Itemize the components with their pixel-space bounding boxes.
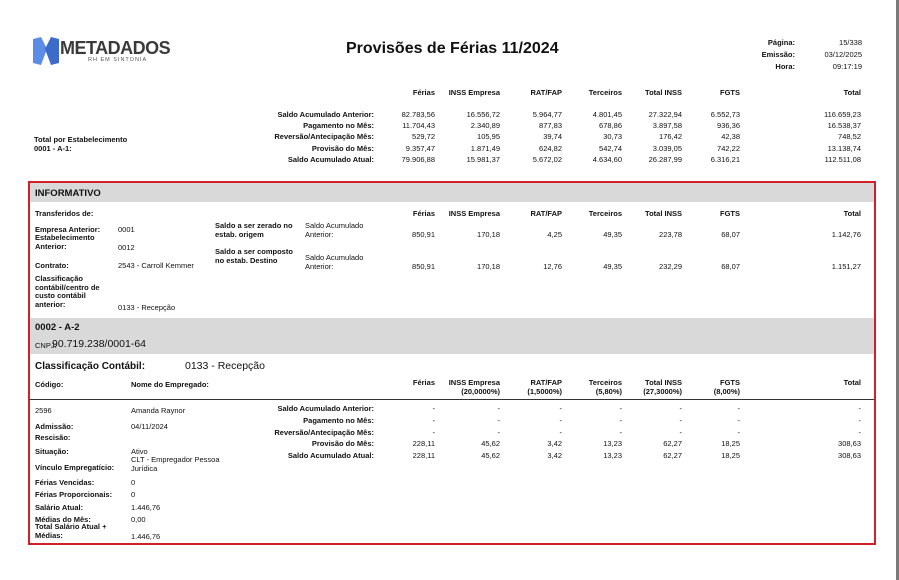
employee-cell: - <box>737 427 740 437</box>
employee-col-6: Total <box>843 378 861 387</box>
summary-cell: 39,74 <box>543 132 562 142</box>
rescisao-label: Rescisão: <box>35 433 71 442</box>
contrato-label: Contrato: <box>35 261 69 270</box>
situacao-label: Situação: <box>35 447 69 456</box>
saldo-zerado-label: Saldo a ser zerado no estab. origem <box>215 221 293 239</box>
ferias-vencidas-value: 0 <box>131 478 136 487</box>
summary-cell: 176,42 <box>659 132 682 142</box>
saldo-composto-label: Saldo a ser composto no estab. Destino <box>215 247 293 265</box>
codigo-label: Código: <box>35 380 64 389</box>
summary-cell: 79.906,88 <box>401 154 435 164</box>
summary-col-3: Terceiros <box>588 88 622 97</box>
informativo-col-3: Terceiros <box>588 209 622 218</box>
employee-cell: - <box>858 415 861 425</box>
employee-col-0: Férias <box>412 378 435 387</box>
informativo-band <box>30 183 874 202</box>
total-salario-label: Total Salário Atual + Médias: <box>35 522 107 540</box>
summary-estab: 0001 - A-1: <box>34 144 72 153</box>
summary-row-label: Saldo Acumulado Anterior: <box>277 110 374 119</box>
summary-row-label: Saldo Acumulado Atual: <box>287 154 374 164</box>
salario-atual-label: Salário Atual: <box>35 503 84 512</box>
employee-cell: 228,11 <box>412 451 435 461</box>
employee-cell: 62,27 <box>663 439 682 449</box>
employee-col-5: FGTS <box>720 378 740 387</box>
summary-col-6: Total <box>843 88 861 97</box>
informativo-cell: 850,91 <box>412 230 435 239</box>
summary-cell: 6.552,73 <box>710 110 740 119</box>
employee-cell: 13,23 <box>603 451 622 461</box>
informativo-col-2: RAT/FAP <box>530 209 562 218</box>
informativo-col-1: INSS Empresa <box>448 209 500 218</box>
informativo-row-label: Saldo Acumulado Anterior: <box>305 221 364 239</box>
situacao-value: Ativo <box>131 447 148 456</box>
admissao-label: Admissão: <box>35 422 74 431</box>
summary-cell: 6.316,21 <box>710 154 740 164</box>
summary-cell: 5.672,02 <box>532 154 562 164</box>
summary-row-label: Reversão/Antecipação Mês: <box>274 132 374 142</box>
summary-cell: 105,95 <box>477 132 500 142</box>
summary-cell: 9.357,47 <box>405 143 435 153</box>
summary-cell: 877,83 <box>539 121 562 131</box>
employee-cell: - <box>619 415 622 425</box>
summary-cell: 2.340,89 <box>470 121 500 131</box>
vinculo-value: CLT - Empregador Pessoa Jurídica <box>131 455 220 473</box>
classificacao-anterior-value: 0133 - Recepção <box>118 303 176 312</box>
employee-cell: - <box>559 404 562 413</box>
ferias-proporcionais-value: 0 <box>131 490 136 499</box>
summary-cell: 624,82 <box>539 143 562 153</box>
informativo-cell: 223,78 <box>659 230 682 239</box>
employee-cell: 308,63 <box>838 451 861 461</box>
estab-anterior-value: 0012 <box>118 243 135 252</box>
ferias-proporcionais-label: Férias Proporcionais: <box>35 490 113 499</box>
summary-cell: 742,22 <box>717 143 740 153</box>
employee-col-sub-1: (20,0000%) <box>461 387 500 396</box>
informativo-col-5: FGTS <box>720 209 740 218</box>
summary-col-1: INSS Empresa <box>448 88 500 97</box>
employee-cell: 3,42 <box>547 439 562 449</box>
summary-cell: 42,38 <box>721 132 740 142</box>
employee-cell: - <box>432 404 435 413</box>
informativo-cell: 850,91 <box>412 262 435 271</box>
informativo-cell: 1.151,27 <box>831 262 861 271</box>
classificacao-label: Classificação Contábil: <box>35 361 146 372</box>
employee-col-1: INSS Empresa <box>448 378 500 387</box>
meta-value-hora: 09:17:19 <box>832 62 862 71</box>
summary-cell: 1.871,49 <box>470 143 500 153</box>
summary-col-2: RAT/FAP <box>530 88 562 97</box>
summary-cell: 16.538,37 <box>827 121 861 131</box>
employee-cell: 228,11 <box>412 439 435 449</box>
employee-cell: 18,25 <box>721 451 740 461</box>
employee-code: 2596 <box>35 406 52 415</box>
summary-cell: 11.704,43 <box>402 121 435 131</box>
employee-col-sub-3: (5,80%) <box>595 387 622 396</box>
medias-label: Médias do Mês: <box>35 515 91 524</box>
employee-col-2: RAT/FAP <box>530 378 562 387</box>
informativo-cell: 1.142,76 <box>831 230 861 239</box>
cnpj-value: 90.719.238/0001-64 <box>52 338 147 350</box>
empresa-anterior-label: Empresa Anterior: <box>35 225 101 234</box>
meta-label-emissao: Emissão: <box>761 50 795 59</box>
employee-cell: 18,25 <box>721 439 740 449</box>
employee-cell: 3,42 <box>547 451 562 461</box>
informativo-col-6: Total <box>843 209 861 218</box>
informativo-col-4: Total INSS <box>645 209 682 218</box>
informativo-cell: 49,35 <box>603 230 622 239</box>
nome-label: Nome do Empregado: <box>131 380 209 389</box>
summary-col-0: Férias <box>412 88 435 97</box>
informativo-cell: 232,29 <box>659 262 682 271</box>
informativo-cell: 49,35 <box>603 262 622 271</box>
meta-value-page: 15/338 <box>839 38 862 47</box>
contrato-value: 2543 - Carroll Kemmer <box>118 261 194 270</box>
employee-cell: - <box>619 427 622 437</box>
meta-label-hora: Hora: <box>775 62 795 71</box>
salario-atual-value: 1.446,76 <box>131 503 161 512</box>
summary-cell: 529,72 <box>412 132 435 142</box>
empresa-anterior-value: 0001 <box>118 225 135 234</box>
employee-cell: - <box>497 404 500 413</box>
employee-header-divider <box>30 399 874 400</box>
employee-cell: 45,62 <box>481 451 500 461</box>
employee-col-sub-4: (27,3000%) <box>643 387 682 396</box>
classificacao-value: 0133 - Recepção <box>185 360 265 372</box>
employee-row-label: Provisão do Mês: <box>311 439 374 449</box>
employee-row-label: Saldo Acumulado Anterior: <box>277 404 374 413</box>
informativo-col-0: Férias <box>412 209 435 218</box>
summary-col-5: FGTS <box>720 88 740 97</box>
summary-cell: 15.981,37 <box>466 154 500 164</box>
employee-cell: - <box>858 404 861 413</box>
summary-cell: 27.322,94 <box>648 110 682 119</box>
summary-cell: 678,86 <box>599 121 622 131</box>
employee-cell: - <box>497 415 500 425</box>
employee-cell: - <box>619 404 622 413</box>
meta-value-emissao: 03/12/2025 <box>824 50 862 59</box>
summary-cell: 542,74 <box>599 143 622 153</box>
summary-cell: 116.659,23 <box>824 110 861 119</box>
employee-cell: 45,62 <box>481 439 500 449</box>
vinculo-label: Vínculo Empregatício: <box>35 463 115 472</box>
medias-value: 0,00 <box>131 515 146 524</box>
summary-col-4: Total INSS <box>645 88 682 97</box>
ferias-vencidas-label: Férias Vencidas: <box>35 478 95 487</box>
summary-cell: 30,73 <box>603 132 622 142</box>
employee-cell: - <box>679 415 682 425</box>
summary-cell: 4.634,60 <box>592 154 622 164</box>
employee-row-label: Pagamento no Mês: <box>303 415 374 425</box>
employee-cell: - <box>737 415 740 425</box>
employee-cell: - <box>679 404 682 413</box>
informativo-cell: 170,18 <box>477 262 500 271</box>
summary-cell: 936,36 <box>717 121 740 131</box>
classificacao-anterior-label: Classificação contábil/centro de custo contábil anterior: <box>35 274 100 309</box>
employee-cell: - <box>432 415 435 425</box>
summary-cell: 82.783,56 <box>401 110 435 119</box>
summary-row-label: Pagamento no Mês: <box>303 121 374 131</box>
employee-row-label: Reversão/Antecipação Mês: <box>274 427 374 437</box>
employee-col-3: Terceiros <box>588 378 622 387</box>
summary-cell: 26.287,99 <box>648 154 682 164</box>
employee-cell: - <box>559 427 562 437</box>
employee-cell: 13,23 <box>603 439 622 449</box>
employee-cell: - <box>858 427 861 437</box>
meta-label-page: Página: <box>767 38 795 47</box>
summary-cell: 748,52 <box>838 132 861 142</box>
employee-name: Amanda Raynor <box>131 406 186 415</box>
employee-cell: - <box>497 427 500 437</box>
informativo-row-label: Saldo Acumulado Anterior: <box>305 253 364 271</box>
summary-cell: 4.801,45 <box>592 110 622 119</box>
employee-col-sub-5: (8,00%) <box>713 387 740 396</box>
employee-col-sub-2: (1,5000%) <box>527 387 562 396</box>
admissao-value: 04/11/2024 <box>131 422 168 431</box>
brand-name: METADADOS <box>60 38 171 58</box>
transferidos-label: Transferidos de: <box>35 209 94 218</box>
estab-band <box>30 318 874 354</box>
summary-cell: 112.511,08 <box>824 154 861 164</box>
cnpj-label: CNPJ: <box>35 341 57 350</box>
employee-cell: - <box>432 427 435 437</box>
summary-label: Total por Estabelecimento <box>34 135 128 144</box>
total-salario-value: 1.446,76 <box>131 532 161 541</box>
employee-cell: - <box>559 415 562 425</box>
employee-cell: - <box>737 404 740 413</box>
summary-cell: 5.964,77 <box>532 110 562 119</box>
informativo-cell: 12,76 <box>543 262 562 271</box>
summary-cell: 16.556,72 <box>466 110 500 119</box>
employee-cell: - <box>679 427 682 437</box>
summary-row-label: Provisão do Mês: <box>311 143 374 153</box>
estab-title: 0002 - A-2 <box>35 322 80 333</box>
metadados-logo-icon <box>33 37 59 65</box>
employee-row-label: Saldo Acumulado Atual: <box>287 451 374 461</box>
summary-cell: 3.897,58 <box>652 121 682 131</box>
informativo-title: INFORMATIVO <box>35 188 101 199</box>
informativo-cell: 170,18 <box>477 230 500 239</box>
informativo-cell: 4,25 <box>547 230 562 239</box>
summary-cell: 3.039,05 <box>652 143 682 153</box>
informativo-cell: 68,07 <box>721 262 740 271</box>
employee-cell: 62,27 <box>663 451 682 461</box>
estab-anterior-label: Estabelecimento Anterior: <box>35 233 95 251</box>
informativo-cell: 68,07 <box>721 230 740 239</box>
summary-cell: 13.138,74 <box>827 143 861 153</box>
employee-cell: 308,63 <box>838 439 861 449</box>
brand-tagline: RH EM SINTONIA <box>88 57 148 63</box>
employee-col-4: Total INSS <box>645 378 682 387</box>
report-title: Provisões de Férias 11/2024 <box>346 40 559 57</box>
